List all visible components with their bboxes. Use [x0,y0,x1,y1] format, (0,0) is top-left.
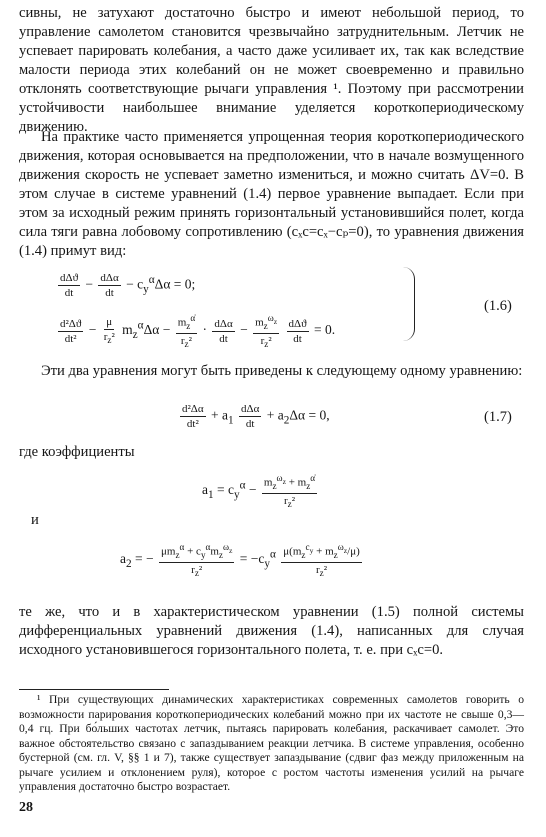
paragraph-4: те же, что и в характеристическом уравнении (1.5) полной системы дифференциальных уравнений движения (1.4), написанных для случая исходного установившегося горизонтального полета, т. е. при cₓc=0. [19,604,524,658]
paragraph-1: сивны, не затухают достаточно быстро и имеют небольшой период, то управление самолетом становится чрезвычайно затруднительным. Летчик не успевает парировать колебания, а часто даже усиливает их, так как вследствие малости периода этих колебаний он не может своевременно и правильно отклонять соответствующие рычаги управления ¹. Поэтому при рассмотрении устойчивости наибольшее внимание уделяется короткопериодическому движению. [19,5,524,135]
paragraph-2: На практике часто применяется упрощенная теория короткопериодического движения, которая основывается на предположении, что в начале возмущенного движения скорость не успевает заметно измениться, и можно считать ΔV=0. В этом случае в системе уравнений (1.4) первое уравнение выпадает. Если при этом за исходный режим принять горизонтальный установившийся полет, когда сила тяги равна лобовому сопротивлению (cₓc=cₓ−cₚ=0), то уравнения движения (1.4) примут вид: [19,129,524,259]
paragraph-3: Эти два уравнения могут быть приведены к следующему одному уравнению: [41,363,523,379]
equation-1-6-line-1: $\frac{\text{dΔϑ}}{dt}$ − $\frac{\text{dΔα}}{dt}$ − $c_y^\alpha\Delta\alpha = 0$; [60,272,196,299]
equation-1-6-number: (1.6) [484,298,512,314]
equation-a1: $a_1 = c_y^\alpha$ − $\frac{m_z^{\omega_z} + m_z^{\alphȧ}}{r_z^2}$ [202,473,316,510]
footnote: ¹ При существующих динамических характеристиках современных самолетов говорить о возможности парирования короткопериодических колебаний можно при их частоте не свыше 0,3—0,4 гц. При бо́льших частотах летчик, пытаясь парировать колебания, раскачивает самолет. Это важное обстоятельство связано с запаздыванием реакции летчика. В системе управления, особенно бустерной (см. гл. V, §§ 1 и 7), также существует запаздывание (сдвиг фаз между приложенным на рычаге усилием и отклонением руля), которое с ростом частоты изменения усилий на рычаге управления достаточно быстро возрастает. [19,693,524,793]
and-label: и [31,512,39,528]
where-label: где коэффициенты [19,444,135,460]
equation-1-7: $\frac{\text{d²Δα}}{\text{dt²}}$ + $a_1$ $\frac{\text{dΔα}}{dt}$ + $a_2\Delta\alpha = 0$, [182,403,330,430]
equation-a2: $a_2$ = − $\frac{\mu m_z^\alpha + c_y^\alpha m_z^{\omega_z}}{r_z^2}$ = $-c_y^\alpha$ $\frac{\mu(m_z^{c_y} + m_z^{\omega_z}/\mu)}{r_z^2}$ [120,542,360,579]
page-number: 28 [19,800,33,815]
equation-1-7-number: (1.7) [484,409,512,425]
equation-1-6-line-2: $\frac{\text{d²Δϑ}}{\text{dt²}}$ − $\frac{\mu}{r_z^2}$ $m_z^\alpha\Delta\alpha$ − $\frac{m_z^{\alphȧ}}{r_z^2}$ · $\frac{\text{dΔα}}{dt}$ − $\frac{m_z^{\omega_z}}{r_z^2}$ $\frac{\text{dΔϑ}}{dt}$ = 0. [60,313,336,350]
equation-brace [400,267,415,341]
footnote-rule [19,689,169,690]
